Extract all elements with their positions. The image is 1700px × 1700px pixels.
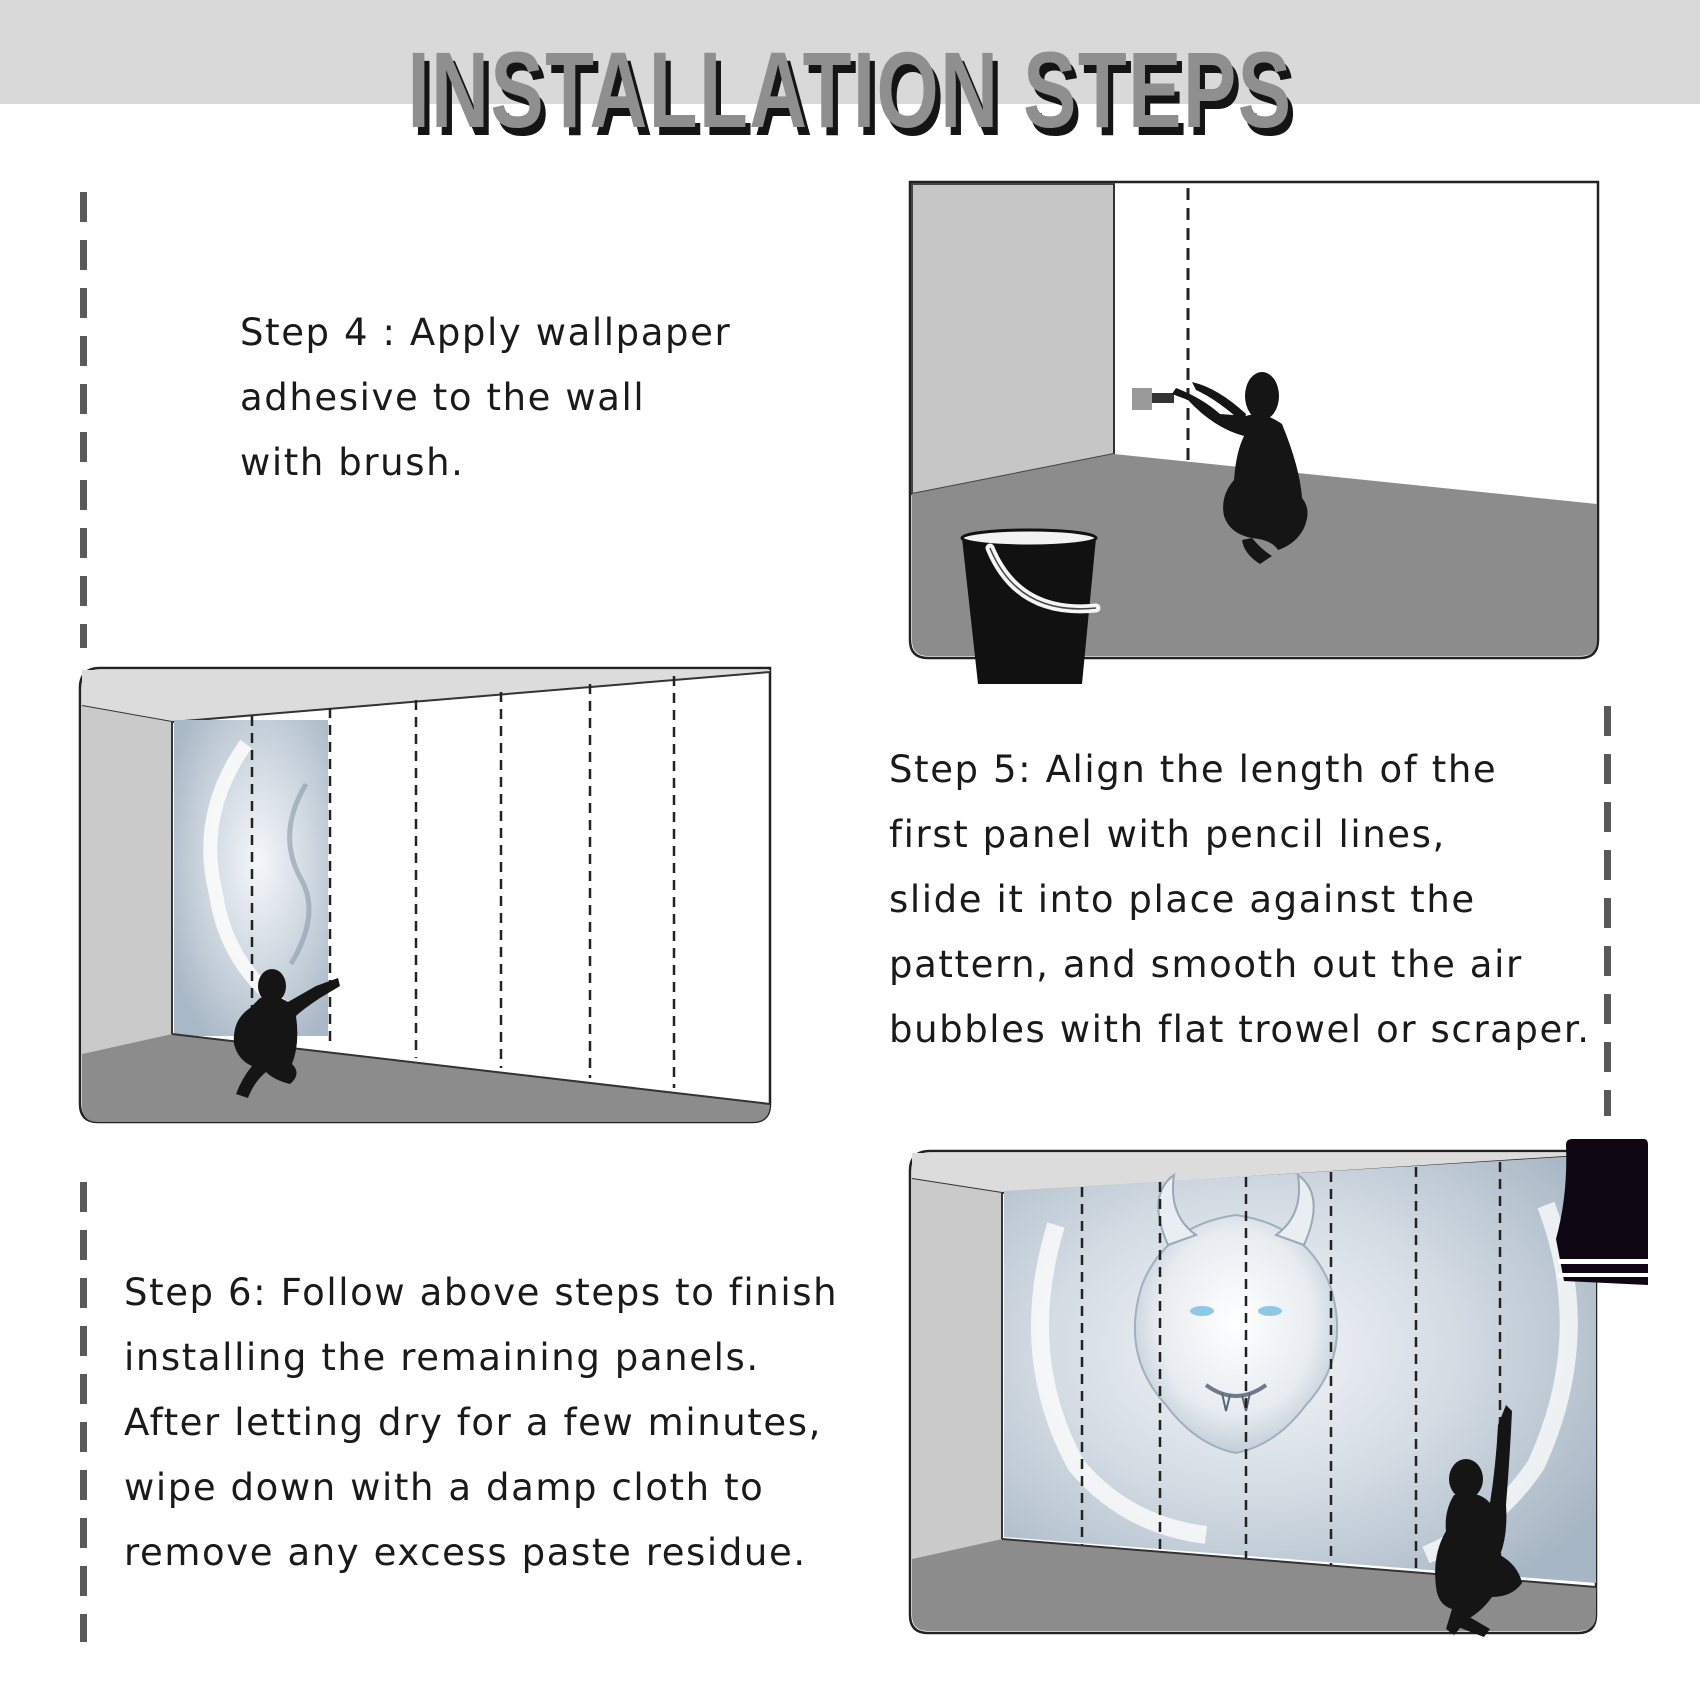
step-4-line-3: with brush. bbox=[240, 441, 465, 484]
step-4-text bbox=[240, 300, 731, 495]
illustration-finished-wall bbox=[906, 1135, 1652, 1665]
step-5-line-1: Step 5: Align the length of the bbox=[889, 748, 1498, 791]
step-6-line-5: remove any excess paste residue. bbox=[124, 1531, 807, 1574]
step-5-line-4: pattern, and smooth out the air bbox=[889, 943, 1523, 986]
step-5-text bbox=[889, 737, 1591, 1062]
cloth-icon bbox=[1556, 1139, 1650, 1285]
step-5-line-5: bubbles with flat trowel or scraper. bbox=[889, 1008, 1591, 1051]
step-4-line-2: adhesive to the wall bbox=[240, 376, 646, 419]
step-6-line-4: wipe down with a damp cloth to bbox=[124, 1466, 765, 1509]
illustration-first-panel bbox=[76, 664, 776, 1124]
bucket-icon bbox=[962, 530, 1096, 684]
step-4-line-1: Step 4 : Apply wallpaper bbox=[240, 311, 732, 354]
step-5-line-3: slide it into place against the bbox=[889, 878, 1476, 921]
step-6-line-1: Step 6: Follow above steps to finish bbox=[124, 1271, 839, 1314]
page-title: INSTALLATION STEPS bbox=[407, 29, 1293, 150]
divider-dashes-left-top bbox=[80, 192, 87, 648]
illustration-brush-adhesive bbox=[900, 178, 1610, 694]
divider-dashes-right bbox=[1604, 706, 1611, 1116]
step-6-text bbox=[124, 1260, 838, 1585]
step-6-line-3: After letting dry for a few minutes, bbox=[124, 1401, 823, 1444]
divider-dashes-left-bottom bbox=[80, 1182, 87, 1642]
step-6-line-2: installing the remaining panels. bbox=[124, 1336, 760, 1379]
step-5-line-2: first panel with pencil lines, bbox=[889, 813, 1446, 856]
